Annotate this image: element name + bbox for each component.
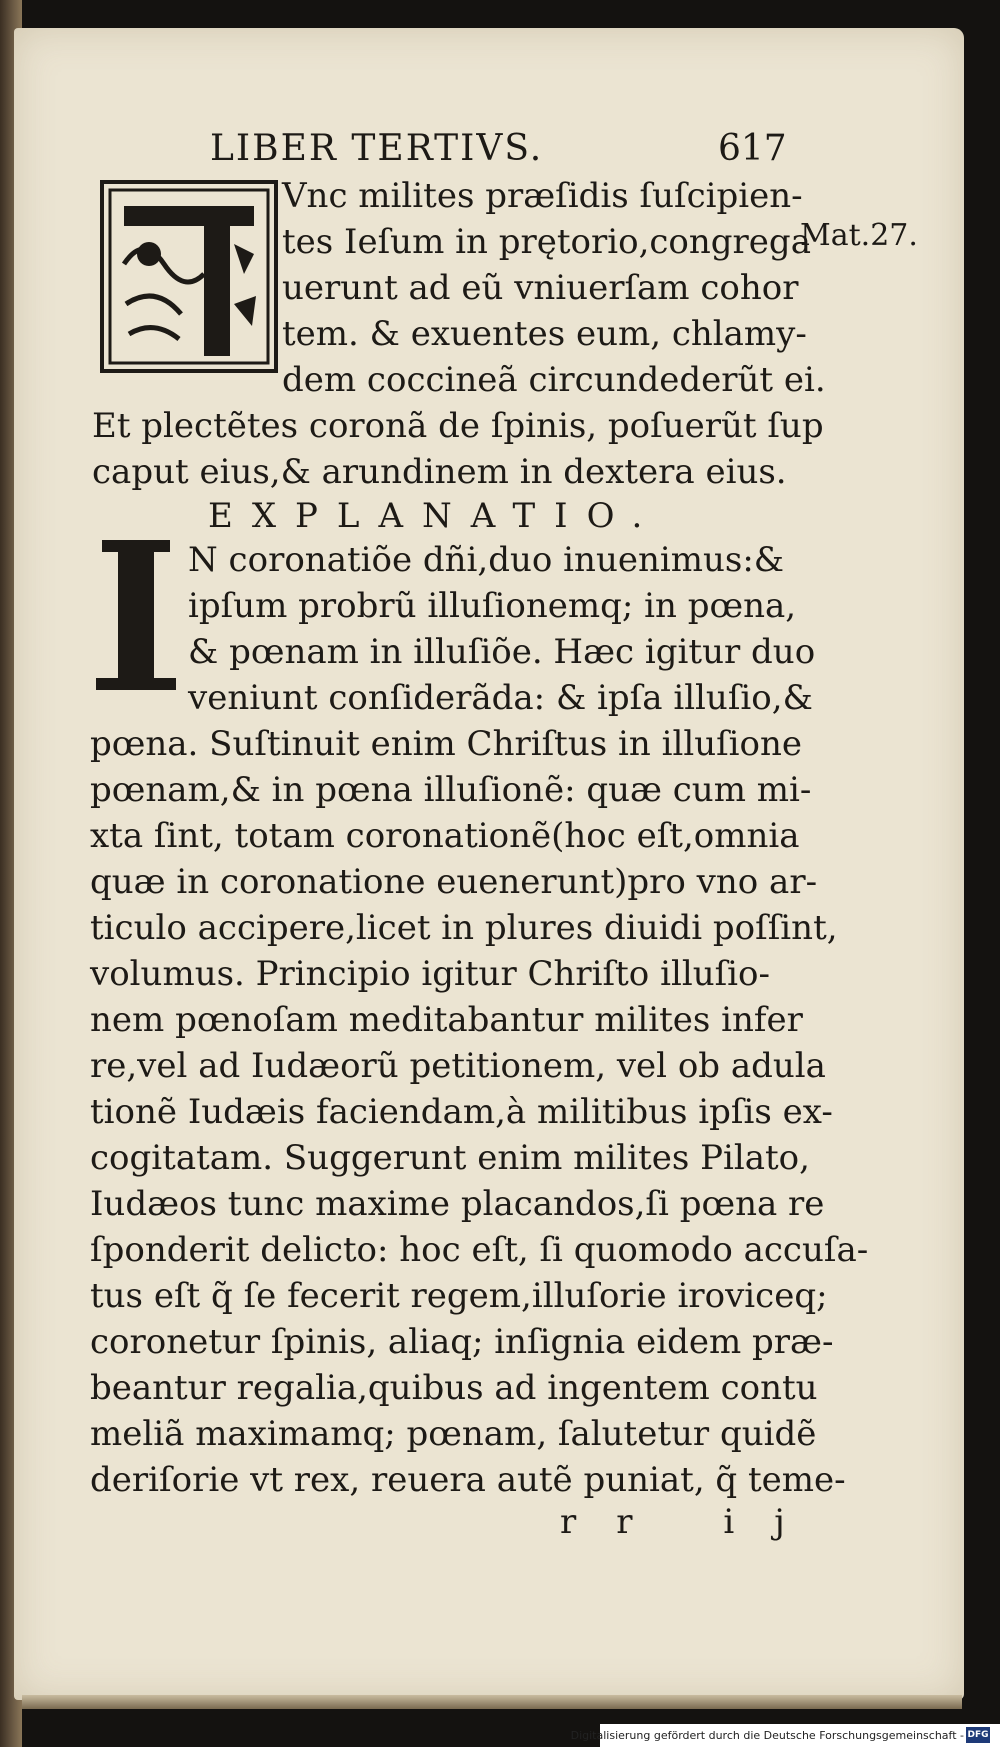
explanation-line: cogitatam. Suggerunt enim milites Pilato, bbox=[90, 1138, 810, 1178]
explanation-line: volumus. Principio igitur Chriſto illuſio- bbox=[90, 954, 771, 994]
digitization-credit: Digitalisierung gefördert durch die Deutsche Forschungsgemeinschaft - bbox=[570, 1729, 964, 1742]
explanation-line: pœna. Suſtinuit enim Chriſtus in illuſione bbox=[90, 724, 803, 764]
explanation-line: xta ſint, totam coronationẽ(hoc eſt,omnia bbox=[90, 816, 800, 856]
gospel-line: Et plectẽtes coronã de ſpinis, poſuerũt ſup bbox=[92, 406, 824, 446]
explanation-line: nem pœnoſam meditabantur milites infer bbox=[90, 1000, 803, 1040]
dfg-logo-icon: DFG bbox=[966, 1727, 990, 1743]
gospel-line: uerunt ad eũ vniuerſam cohor bbox=[282, 268, 799, 308]
gospel-line: Vnc milites præſidis ſuſcipien- bbox=[282, 176, 803, 216]
explanation-line: N coronatiõe dñi,duo inuenimus:& bbox=[188, 540, 785, 580]
gospel-line: tem. & exuentes eum, chlamy- bbox=[282, 314, 807, 354]
signature-mark: rr ij bbox=[560, 1502, 825, 1542]
explanation-line: meliã maximamq; pœnam, ſalutetur quidẽ bbox=[90, 1414, 817, 1454]
drop-cap-i-icon bbox=[96, 540, 176, 690]
explanation-line: tionẽ Iudæis faciendam,à militibus ipſis ex- bbox=[90, 1092, 833, 1132]
gospel-line: dem coccineã circundederũt ei. bbox=[282, 360, 826, 400]
running-head: LIBER TERTIVS. bbox=[210, 128, 544, 169]
marginal-note: Mat.27. bbox=[800, 218, 918, 253]
explanation-line: ſponderit delicto: hoc eſt, ſi quomodo accuſa- bbox=[90, 1230, 869, 1270]
explanation-line: ticulo accipere,licet in plures diuidi poſſint, bbox=[90, 908, 838, 948]
explanation-line: Iudæos tunc maxime placandos,ſi pœna re bbox=[90, 1184, 825, 1224]
page-number: 617 bbox=[718, 128, 787, 169]
explanation-line: quæ in coronatione euenerunt)pro vno ar- bbox=[90, 862, 818, 902]
gospel-line: tes Ieſum in prętorio,congrega bbox=[282, 222, 811, 262]
explanation-line: veniunt conſiderãda: & ipſa illuſio,& bbox=[188, 678, 813, 718]
decorated-initial-t bbox=[100, 180, 278, 373]
explanation-line: beantur regalia,quibus ad ingentem contu bbox=[90, 1368, 818, 1408]
explanation-line: pœnam,& in pœna illuſionẽ: quæ cum mi- bbox=[90, 770, 812, 810]
explanation-line: tus eſt q̃ ſe fecerit regem,illuſorie iroviceq; bbox=[90, 1276, 828, 1316]
explanation-line: coronetur ſpinis, aliaq; inſignia eidem præ- bbox=[90, 1322, 834, 1362]
page-bottom-edge bbox=[22, 1695, 962, 1709]
explanation-line: & pœnam in illuſiõe. Hæc igitur duo bbox=[188, 632, 816, 672]
woodcut-initial-icon bbox=[104, 184, 274, 369]
gospel-line: caput eius,& arundinem in dextera eius. bbox=[92, 452, 787, 492]
initial-i bbox=[96, 540, 176, 690]
explanation-line: ipſum probrũ illuſionemq; in pœna, bbox=[188, 586, 797, 626]
section-heading: EXPLANATIO. bbox=[208, 496, 662, 536]
explanation-line: re,vel ad Iudæorũ petitionem, vel ob adula bbox=[90, 1046, 826, 1086]
explanation-line: deriſorie vt rex, reuera autẽ puniat, q̃ teme- bbox=[90, 1460, 846, 1500]
